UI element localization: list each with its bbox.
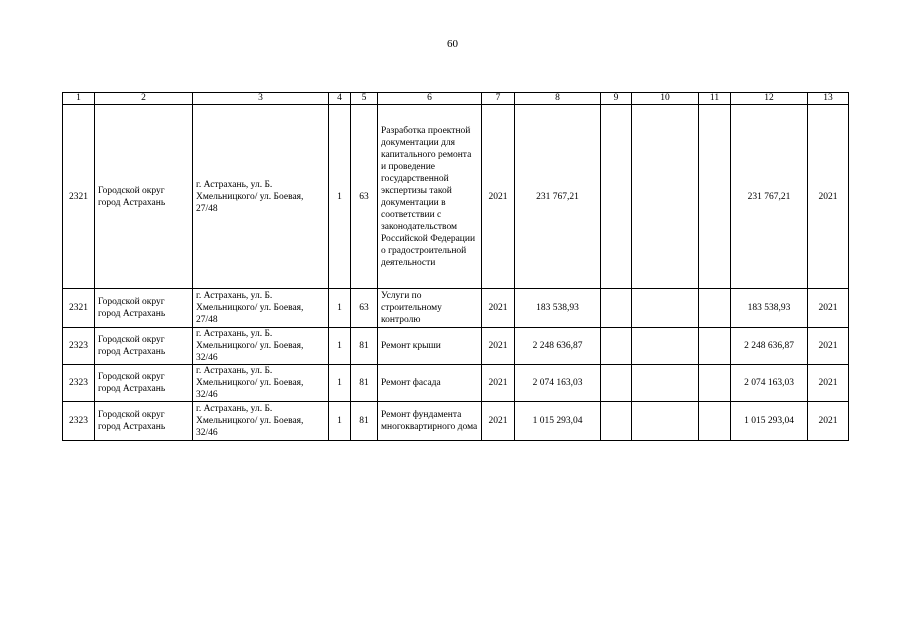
col11-cell	[699, 105, 731, 289]
work-type-cell: Разработка проектной документации для капитального ремонта и проведение государственной экспертизы такой документации в соответствии с законодательством Российской Федерации о градостроительной деятельности	[378, 105, 482, 289]
funding-cell: 231 767,21	[731, 105, 808, 289]
row-number-cell: 2321	[63, 105, 95, 289]
header-cell: 6	[378, 93, 482, 105]
page-number: 60	[447, 38, 458, 50]
address-cell: г. Астрахань, ул. Б. Хмельницкого/ ул. Боевая, 32/46	[193, 328, 329, 365]
col5-cell: 63	[351, 105, 378, 289]
municipality-cell: Городской округ город Астрахань	[95, 105, 193, 289]
col4-cell: 1	[329, 289, 351, 328]
header-cell: 1	[63, 93, 95, 105]
municipality-cell: Городской округ город Астрахань	[95, 328, 193, 365]
row-number-cell: 2323	[63, 328, 95, 365]
address-cell: г. Астрахань, ул. Б. Хмельницкого/ ул. Боевая, 27/48	[193, 105, 329, 289]
row-number-cell: 2323	[63, 402, 95, 441]
capital-repair-table	[62, 92, 849, 441]
table-row	[63, 365, 849, 402]
table-row	[63, 289, 849, 328]
table-row	[63, 105, 849, 289]
col11-cell	[699, 328, 731, 365]
col9-cell	[601, 289, 632, 328]
work-type-cell: Ремонт фундамента многоквартирного дома	[378, 402, 482, 441]
address-cell: г. Астрахань, ул. Б. Хмельницкого/ ул. Боевая, 27/48	[193, 289, 329, 328]
end-year-cell: 2021	[808, 105, 849, 289]
header-cell: 9	[601, 93, 632, 105]
col5-cell: 81	[351, 365, 378, 402]
municipality-cell: Городской округ город Астрахань	[95, 289, 193, 328]
cost-cell: 231 767,21	[515, 105, 601, 289]
col5-cell: 63	[351, 289, 378, 328]
header-cell: 5	[351, 93, 378, 105]
col4-cell: 1	[329, 328, 351, 365]
row-number-cell: 2321	[63, 289, 95, 328]
work-type-cell: Ремонт крыши	[378, 328, 482, 365]
header-cell: 8	[515, 93, 601, 105]
header-cell: 4	[329, 93, 351, 105]
col9-cell	[601, 365, 632, 402]
header-cell: 10	[632, 93, 699, 105]
end-year-cell: 2021	[808, 365, 849, 402]
cost-cell: 2 248 636,87	[515, 328, 601, 365]
year-cell: 2021	[482, 328, 515, 365]
cost-cell: 1 015 293,04	[515, 402, 601, 441]
col4-cell: 1	[329, 365, 351, 402]
end-year-cell: 2021	[808, 328, 849, 365]
col4-cell: 1	[329, 105, 351, 289]
header-cell: 13	[808, 93, 849, 105]
header-cell: 7	[482, 93, 515, 105]
funding-cell: 2 074 163,03	[731, 365, 808, 402]
table-row	[63, 328, 849, 365]
col5-cell: 81	[351, 402, 378, 441]
table-row	[63, 402, 849, 441]
funding-cell: 2 248 636,87	[731, 328, 808, 365]
work-type-cell: Ремонт фасада	[378, 365, 482, 402]
col9-cell	[601, 328, 632, 365]
col9-cell	[601, 402, 632, 441]
year-cell: 2021	[482, 105, 515, 289]
row-number-cell: 2323	[63, 365, 95, 402]
col10-cell	[632, 328, 699, 365]
address-cell: г. Астрахань, ул. Б. Хмельницкого/ ул. Боевая, 32/46	[193, 402, 329, 441]
col10-cell	[632, 402, 699, 441]
year-cell: 2021	[482, 365, 515, 402]
header-cell: 2	[95, 93, 193, 105]
work-type-cell: Услуги по строительному контролю	[378, 289, 482, 328]
address-cell: г. Астрахань, ул. Б. Хмельницкого/ ул. Боевая, 32/46	[193, 365, 329, 402]
col10-cell	[632, 105, 699, 289]
funding-cell: 183 538,93	[731, 289, 808, 328]
header-cell: 12	[731, 93, 808, 105]
col10-cell	[632, 289, 699, 328]
cost-cell: 2 074 163,03	[515, 365, 601, 402]
col9-cell	[601, 105, 632, 289]
header-cell: 11	[699, 93, 731, 105]
end-year-cell: 2021	[808, 402, 849, 441]
municipality-cell: Городской округ город Астрахань	[95, 402, 193, 441]
col11-cell	[699, 402, 731, 441]
year-cell: 2021	[482, 402, 515, 441]
year-cell: 2021	[482, 289, 515, 328]
col11-cell	[699, 365, 731, 402]
col4-cell: 1	[329, 402, 351, 441]
header-cell: 3	[193, 93, 329, 105]
municipality-cell: Городской округ город Астрахань	[95, 365, 193, 402]
col5-cell: 81	[351, 328, 378, 365]
col11-cell	[699, 289, 731, 328]
header-row	[63, 93, 849, 105]
funding-cell: 1 015 293,04	[731, 402, 808, 441]
end-year-cell: 2021	[808, 289, 849, 328]
col10-cell	[632, 365, 699, 402]
cost-cell: 183 538,93	[515, 289, 601, 328]
